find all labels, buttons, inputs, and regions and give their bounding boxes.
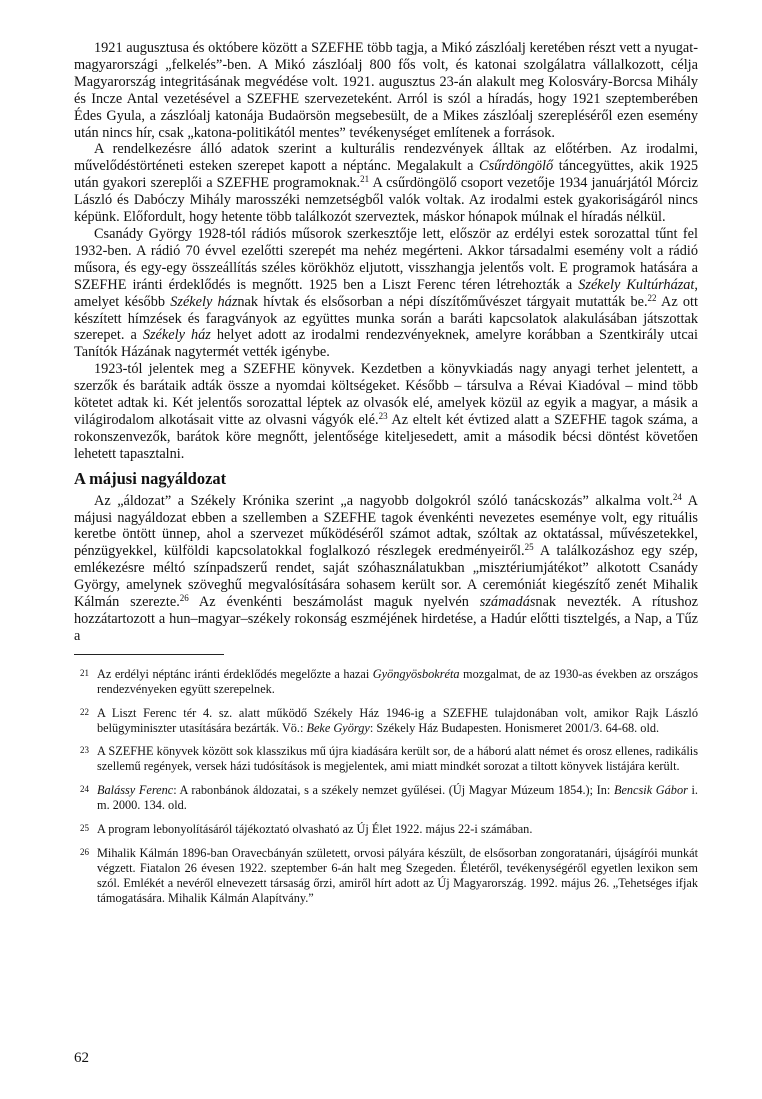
- text-run: A SZEFHE könyvek között sok klasszikus mű újra kiadására került sor, de a háború alatt német és orosz ellenes, radikális szellemű regények, versek házi tudósítások is megjelentek, ami miatt mindkét sorozat a tiltott könyvek listájára került.: [97, 744, 698, 774]
- text-run: : Székely Ház Budapesten. Honismeret 2001/3. 64-68. old.: [369, 720, 660, 735]
- italic-run: Csűrdöngölő: [479, 158, 554, 175]
- text-run: A találkozáshoz egy szép, emlékezésre méltó színpadszerű rendet, saját szóhasználatukban „misztériumjátékot” alkotott Csanády György, amelynek szöveghű megvalósítására sohasem került sor. A ceremóniát kiegészítő zenét Mihalik Kálmán szerezte.: [74, 543, 699, 611]
- footnote: [74, 783, 698, 813]
- footnote-number: 22: [80, 706, 89, 717]
- paragraph: [74, 141, 698, 226]
- footnote-ref: 23: [378, 410, 388, 421]
- footnote: [74, 846, 698, 906]
- italic-run: Székely ház: [142, 327, 211, 344]
- text-run: Az erdélyi néptánc iránti érdeklődés megelőzte a hazai: [97, 666, 373, 681]
- footnote-ref: 26: [179, 593, 189, 604]
- text-run: Az ott készített hímzések és faragványok az együttes munka során a baráti kapcsolatok alakulásában játszottak szerepet. a: [74, 293, 698, 344]
- footnote-number: 26: [80, 846, 89, 857]
- text-run: A rendelkezésre álló adatok szerint a kulturális rendezvények álltak az előtérben. Az irodalmi, művelődéstörténeti esteken szerepet kapott a néptánc. Megalakult a: [74, 141, 698, 175]
- footnote-ref: 24: [672, 491, 682, 502]
- text-run: nak hívtak és elsősorban a népi díszítőművészet tárgyait mutatták be.: [237, 293, 648, 310]
- italic-run: Székely Kultúrházat: [578, 276, 695, 293]
- text-run: mozgalmat, de az 1930-as években az országos rendezvényeken együtt szerepelnek.: [97, 666, 699, 696]
- italic-run: Bencsik Gábor: [613, 783, 688, 798]
- book-page: [74, 40, 698, 915]
- italic-run: számadás: [479, 594, 536, 611]
- paragraph: [74, 493, 698, 645]
- text-run: Csanády György 1928-tól rádiós műsorok szerkesztője lett, először az erdélyi estek sorozattal tűnt fel 1932-ben. A rádió 70 évvel ezelőtti szerepét ma nehéz megérteni. Akkor társadalmi esemény volt a rádió műsora, és egy-egy összeállítás széles körökhöz eljutott, visszhangja jelentős volt. E programok hatására a SZEFHE iránti érdeklődés is megnőtt. 1925 ben a Liszt Ferenc téren létrehozták a: [74, 225, 698, 293]
- italic-run: Gyöngyösbokréta: [372, 666, 460, 681]
- text-run: táncegyüttes, akik 1925 után gyakori szereplői a SZEFHE programoknak.: [74, 158, 698, 192]
- text-run: Az évenkénti beszámolást maguk nyelvén: [188, 594, 480, 611]
- text-run: nak nevezték. A rítushoz hozzátartozott a hun–magyar–székely rokonság eszméjének hirdetése, a Hadúr előtti tisztelgés, a Nap, a Tűz a: [74, 594, 698, 644]
- footnote-number: 23: [80, 745, 89, 756]
- text-run: , amelyet később: [74, 276, 698, 310]
- footnote-number: 25: [80, 823, 89, 834]
- footnote-number: 21: [80, 667, 89, 678]
- footnotes: [74, 667, 698, 906]
- text-run: Mihalik Kálmán 1896-ban Oravecbányán született, orvosi pályára készült, de elsősorban zongoratanári, újságírói munkát végzett. Fiatalon 26 évesen 1922. szeptember 6-án halt meg Szegeden. Életéről, tevékenységéről egyetlen lexikon sem szól. Emlékét a nevéről elnevezett társaság őrzi, amiről hírt adott az Új Magyarország. 1992. május 26. „Tehetséges ifjak támogatására. Mihalik Kálmán Alapítvány.”: [97, 845, 698, 905]
- text-run: Az eltelt két évtized alatt a SZEFHE tagok száma, a rokonszenvezők, barátok köre megnőtt, jelentősége kiteljesedett, amit a második bécsi döntést követően lehetett tapasztalni.: [74, 411, 698, 462]
- text-run: Az „áldozat” a Székely Krónika szerint „a nagyobb dolgokról szóló tanácskozás” alkalma volt.: [94, 492, 673, 509]
- footnote: [74, 744, 698, 774]
- footnote: [74, 822, 698, 837]
- footnote: [74, 667, 698, 697]
- italic-run: Székely ház: [170, 293, 238, 310]
- text-run: 1921 augusztusa és októbere között a SZEFHE több tagja, a Mikó zászlóalj keretében részt vett a nyugat-magyarországi „felkelés”-ben. A Mikó zászlóalj 800 fős volt, és katonai szolgálatra vállalkozott, célja Magyarország integritásának megvédése volt. 1921. augusztus 23-án alakult meg Kolosváry-Borcsa Mihály és Incze Antal vezetésével a SZEFHE szervezeteként. Arról is szól a híradás, hogy 1921 szeptemberében Édes Gyula, a zászlóalj katonája Budaörsön megsebesült, de a Mikes zászlóalj szerepléséről ezen esemény után nincs hír, csak „katona-politikától mentes” tevékenységet említenek a források.: [74, 40, 698, 141]
- footnote-ref: 22: [647, 292, 657, 303]
- text-run: i. m. 2000. 134. old.: [97, 783, 698, 813]
- footnote-ref: 21: [360, 174, 370, 185]
- italic-run: Balássy Ferenc: [97, 783, 174, 798]
- text-run: : A rabonbánok áldozatai, s a székely nemzet gyűlései. (Új Magyar Múzeum 1854.); In:: [173, 783, 614, 798]
- text-run: A májusi nagyáldozat: [74, 468, 227, 488]
- text-run: A májusi nagyáldozat ebben a szellemben a SZEFHE tagok évenkénti nevezetes eseménye volt, egy rituális keretbe öntött ünnep, ahol a szervezet működéséről számot adtak, szóltak az oktatással, művészetekkel, pénzügyekkel, külföldi kapcsolatokkal foglalkozó részlegek eredményeiről.: [74, 492, 698, 560]
- footnote-ref: 25: [524, 542, 534, 553]
- text-run: A Liszt Ferenc tér 4. sz. alatt működő Székely Ház 1946-ig a SZEFHE tulajdonában volt, amikor Rajk László belügyminiszter utasítására bezárták. Vö.:: [97, 705, 698, 735]
- paragraph: [74, 361, 698, 462]
- footnote-separator: [74, 654, 224, 655]
- paragraph: [74, 40, 698, 141]
- footnote: [74, 706, 698, 736]
- page-number: 62: [74, 1050, 89, 1066]
- text-run: 1923-tól jelentek meg a SZEFHE könyvek. Kezdetben a könyvkiadás nagy anyagi terhet jelentett, a szerzők és barátaik adták össze a nyomdai költségeket. Később – társulva a Révai Kiadóval – mind több kötetet adtak ki. Két jelentős sorozattal léptek az olvasók elé, amelyek közül az egyik a magyar, a másik a világirodalom alkotásait vitte az olvasni vágyók elé.: [74, 361, 698, 428]
- footnote-number: 24: [80, 784, 89, 795]
- section-heading: [74, 469, 698, 489]
- italic-run: Beke György: [306, 720, 370, 735]
- text-run: A csűrdöngölő csoport vezetője 1934 januárjától Mórciz László és Dabóczy Mihály marosszéki nemzetségből valók voltak. Az irodalmi estek gyakoriságáról nincs képünk. Előfordult, hogy hetente több találkozót szerveztek, máskor hónapok múlnak el híradás nélkül.: [74, 175, 698, 226]
- text-run: A program lebonyolításáról tájékoztató olvasható az Új Élet 1922. május 22-i számában.: [97, 822, 533, 837]
- body-text: [74, 40, 698, 645]
- paragraph: [74, 226, 698, 361]
- text-run: helyet adott az irodalmi rendezvényeknek, amelyre korábban a Szentkirály utcai Tanítók Házának nagytermét vették igénybe.: [74, 327, 698, 361]
